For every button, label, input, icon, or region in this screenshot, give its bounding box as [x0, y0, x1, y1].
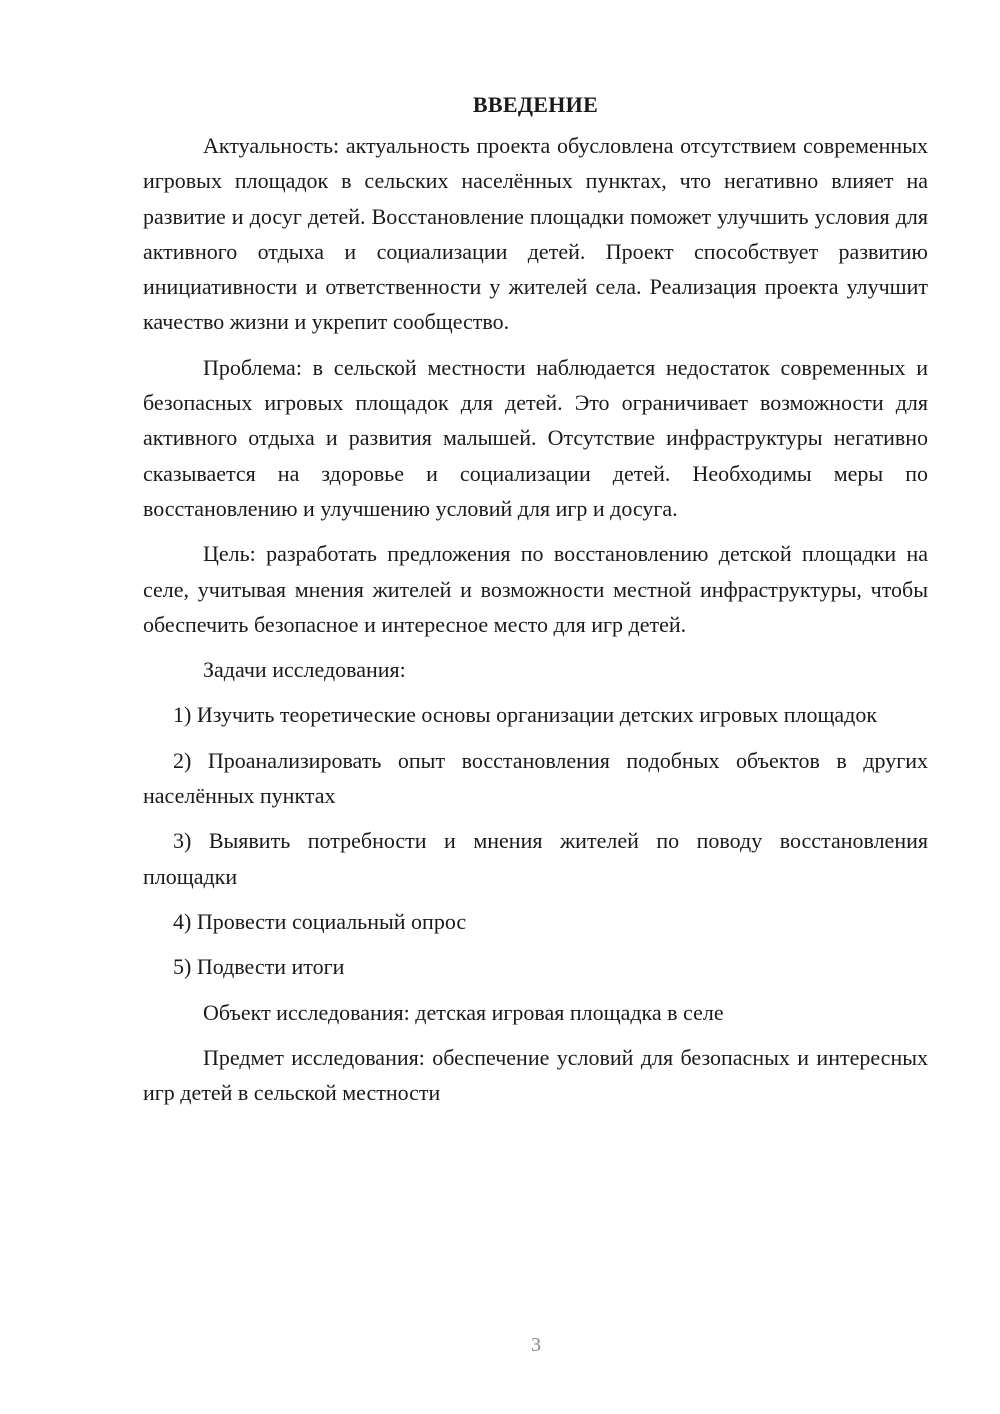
task-item-5: 5) Подвести итоги	[173, 954, 345, 980]
tasks-title: Задачи исследования:	[203, 657, 406, 683]
page-number: 3	[531, 1334, 541, 1356]
problem-paragraph: Проблема: в сельской местности наблюдается недостаток современных и безопасных игровых площадок для детей. Это ограничивает возможности для активного отдыха и развития малышей. Отсутствие инфраструктуры негативно сказывается на здоровье и социализации детей. Необходимы меры по восстановлению и улучшению условий для игр и досуга.	[143, 354, 928, 521]
task-item-1: 1) Изучить теоретические основы организации детских игровых площадок	[173, 702, 878, 728]
task-item-2: 2) Проанализировать опыт восстановления подобных объектов в других населённых пунктах	[143, 747, 928, 809]
relevance-paragraph: Актуальность: актуальность проекта обусловлена отсутствием современных игровых площадок в сельских населённых пунктах, что негативно влияет на развитие и досуг детей. Восстановление площадки поможет улучшить условия для активного отдыха и социализации детей. Проект способствует развитию инициативности и ответственности у жителей села. Реализация проекта улучшит качество жизни и укрепит сообщество.	[143, 133, 928, 335]
task-item-4: 4) Провести социальный опрос	[173, 908, 467, 934]
goal-paragraph: Цель: разработать предложения по восстановлению детской площадки на селе, учитывая мнения жителей и возможности местной инфраструктуры, чтобы обеспечить безопасное и интересное место для игр детей.	[143, 541, 928, 637]
page-content	[143, 90, 928, 1120]
section-heading: ВВЕДЕНИЕ	[472, 92, 599, 117]
research-object-paragraph: Объект исследования: детская игровая площадка в селе	[203, 999, 724, 1025]
research-subject-paragraph: Предмет исследования: обеспечение условий для безопасных и интересных игр детей в сельской местности	[143, 1044, 928, 1106]
task-item-3: 3) Выявить потребности и мнения жителей по поводу восстановления площадки	[143, 828, 928, 889]
